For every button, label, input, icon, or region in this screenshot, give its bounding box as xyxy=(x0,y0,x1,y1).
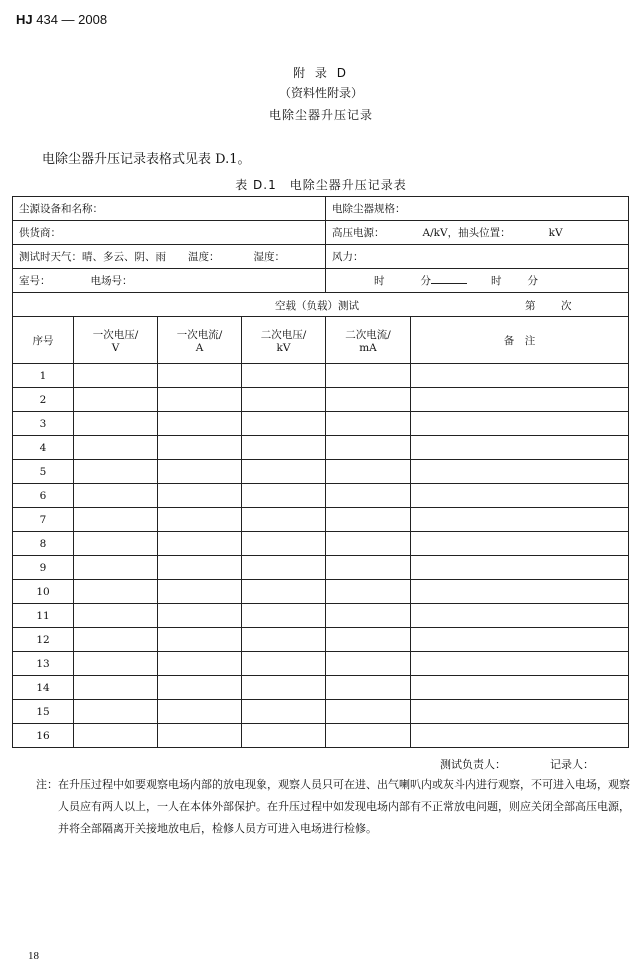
empty-cell xyxy=(158,436,242,460)
empty-cell xyxy=(242,388,326,412)
appendix-subtitle: （资料性附录） xyxy=(278,86,363,100)
empty-cell xyxy=(326,364,411,388)
empty-cell xyxy=(74,556,158,580)
a1-header-name: 一次电流/ xyxy=(176,328,223,341)
empty-cell xyxy=(411,604,629,628)
empty-cell xyxy=(411,436,629,460)
empty-cell xyxy=(158,460,242,484)
empty-cell xyxy=(411,628,629,652)
empty-cell xyxy=(326,652,411,676)
empty-cell xyxy=(158,412,242,436)
empty-cell xyxy=(411,484,629,508)
hv-source-label: 高压电源： xyxy=(332,227,385,239)
empty-cell xyxy=(411,412,629,436)
ci-label: 次 xyxy=(561,300,572,312)
empty-cell xyxy=(242,364,326,388)
empty-cell xyxy=(242,556,326,580)
weather-cell xyxy=(13,245,326,269)
test-type-label: 空载（负载）测试 xyxy=(275,300,359,312)
empty-cell xyxy=(242,604,326,628)
appendix-label: 附 录 D xyxy=(293,66,349,80)
empty-cell xyxy=(326,676,411,700)
empty-cell xyxy=(411,652,629,676)
table-row xyxy=(13,628,629,652)
page-number: 18 xyxy=(28,950,39,962)
empty-cell xyxy=(242,508,326,532)
empty-cell xyxy=(158,628,242,652)
table-row xyxy=(13,604,629,628)
empty-cell xyxy=(411,700,629,724)
empty-cell xyxy=(411,364,629,388)
empty-cell xyxy=(158,388,242,412)
humidity-label: 湿度： xyxy=(253,251,285,263)
a2-header xyxy=(326,317,411,364)
empty-cell xyxy=(326,412,411,436)
empty-cell xyxy=(242,700,326,724)
empty-cell xyxy=(326,436,411,460)
room-cell xyxy=(13,269,326,293)
empty-cell xyxy=(326,556,411,580)
empty-cell xyxy=(326,700,411,724)
supplier-cell: 供货商： xyxy=(13,221,326,245)
empty-cell xyxy=(74,436,158,460)
table-row xyxy=(13,508,629,532)
a1-header xyxy=(158,317,242,364)
table-row xyxy=(13,412,629,436)
footnote xyxy=(36,774,630,840)
empty-cell xyxy=(74,460,158,484)
table-row xyxy=(13,364,629,388)
table-row xyxy=(13,652,629,676)
hv-source-cell xyxy=(326,221,629,245)
hv-unit-label: A/kV，抽头位置： xyxy=(422,227,511,239)
hour1-label: 时 xyxy=(374,275,385,287)
empty-cell xyxy=(326,484,411,508)
table-row xyxy=(13,676,629,700)
footnote-label: 注： xyxy=(36,778,58,791)
table-row xyxy=(13,724,629,748)
table-row xyxy=(13,556,629,580)
v2-header-name: 二次电压/ xyxy=(260,328,307,341)
recorder-label: 记录人： xyxy=(550,758,594,771)
page-header xyxy=(16,12,107,27)
spec-cell: 电除尘器规格： xyxy=(326,197,629,221)
record-table xyxy=(12,196,629,748)
empty-cell xyxy=(326,508,411,532)
empty-cell xyxy=(242,412,326,436)
time-cell xyxy=(326,269,629,293)
info-row-equipment xyxy=(13,197,629,221)
row-number: 10 xyxy=(13,580,74,604)
v1-header-name: 一次电压/ xyxy=(92,328,139,341)
empty-cell xyxy=(242,724,326,748)
empty-cell xyxy=(242,676,326,700)
empty-cell xyxy=(158,508,242,532)
info-row-room xyxy=(13,269,629,293)
row-number: 9 xyxy=(13,556,74,580)
empty-cell xyxy=(158,724,242,748)
table-row xyxy=(13,580,629,604)
empty-cell xyxy=(74,652,158,676)
a2-header-name: 二次电流/ xyxy=(345,328,391,341)
empty-cell xyxy=(74,628,158,652)
table-row xyxy=(13,700,629,724)
empty-cell xyxy=(74,724,158,748)
table-row xyxy=(13,388,629,412)
remarks-header: 备 注 xyxy=(411,317,629,364)
empty-cell xyxy=(74,604,158,628)
empty-cell xyxy=(74,412,158,436)
empty-cell xyxy=(158,580,242,604)
equipment-cell: 尘源设备和名称： xyxy=(13,197,326,221)
wind-cell: 风力： xyxy=(326,245,629,269)
table-row xyxy=(13,460,629,484)
empty-cell xyxy=(158,556,242,580)
empty-cell xyxy=(411,676,629,700)
empty-cell xyxy=(411,532,629,556)
room-label: 室号： xyxy=(19,275,51,287)
footnote-text: 在升压过程中如要观察电场内部的放电现象，观察人员只可在进、出气喇叭内或灰斗内进行观察，不可进入电场，观察人员应有两人以上，一人在本体外部保护。在升压过程中如发现电场内部有不正常放电问题，则应关闭全部高压电源，并将全部隔离开关接地放电后，检修人员方可进入电场进行检修。 xyxy=(58,778,630,835)
row-number: 4 xyxy=(13,436,74,460)
row-number: 14 xyxy=(13,676,74,700)
empty-cell xyxy=(74,532,158,556)
empty-cell xyxy=(74,700,158,724)
field-label: 电场号： xyxy=(90,275,133,287)
empty-cell xyxy=(242,436,326,460)
empty-cell xyxy=(158,652,242,676)
data-rows xyxy=(13,364,629,748)
time-underline xyxy=(431,273,467,284)
empty-cell xyxy=(242,580,326,604)
row-number: 7 xyxy=(13,508,74,532)
v2-header xyxy=(242,317,326,364)
minute2-label: 分 xyxy=(527,275,538,287)
di-label: 第 xyxy=(525,300,536,312)
standard-number: 434 — 2008 xyxy=(36,12,108,27)
empty-cell xyxy=(158,532,242,556)
row-number: 15 xyxy=(13,700,74,724)
v1-header-unit: V xyxy=(111,341,120,354)
temperature-label: 温度： xyxy=(188,251,220,263)
empty-cell xyxy=(74,580,158,604)
a1-header-unit: A xyxy=(195,341,204,354)
table-caption: 表 D.1 电除尘器升压记录表 xyxy=(235,178,407,192)
seq-header: 序号 xyxy=(13,317,74,364)
row-number: 16 xyxy=(13,724,74,748)
empty-cell xyxy=(411,508,629,532)
empty-cell xyxy=(242,652,326,676)
empty-cell xyxy=(411,556,629,580)
test-row xyxy=(13,293,629,317)
empty-cell xyxy=(411,724,629,748)
empty-cell xyxy=(74,364,158,388)
hour2-label: 时 xyxy=(491,275,502,287)
row-number: 8 xyxy=(13,532,74,556)
empty-cell xyxy=(326,460,411,484)
empty-cell xyxy=(158,364,242,388)
empty-cell xyxy=(411,388,629,412)
appendix-title: 电除尘器升压记录 xyxy=(268,108,373,122)
info-row-weather xyxy=(13,245,629,269)
row-number: 1 xyxy=(13,364,74,388)
empty-cell xyxy=(74,676,158,700)
row-number: 5 xyxy=(13,460,74,484)
minute1-label: 分 xyxy=(420,275,431,287)
a2-header-unit: mA xyxy=(359,341,377,354)
empty-cell xyxy=(158,676,242,700)
empty-cell xyxy=(242,532,326,556)
weather-label: 测试时天气：晴、多云、阴、雨 xyxy=(19,251,166,263)
row-number: 2 xyxy=(13,388,74,412)
signature-line xyxy=(440,756,594,772)
row-number: 3 xyxy=(13,412,74,436)
empty-cell xyxy=(242,628,326,652)
row-number: 6 xyxy=(13,484,74,508)
empty-cell xyxy=(411,460,629,484)
table-row xyxy=(13,532,629,556)
row-number: 12 xyxy=(13,628,74,652)
row-number: 13 xyxy=(13,652,74,676)
empty-cell xyxy=(326,532,411,556)
v1-header xyxy=(74,317,158,364)
empty-cell xyxy=(326,580,411,604)
empty-cell xyxy=(326,628,411,652)
empty-cell xyxy=(158,484,242,508)
table-row xyxy=(13,484,629,508)
empty-cell xyxy=(74,484,158,508)
column-header-row xyxy=(13,317,629,364)
info-row-supplier xyxy=(13,221,629,245)
v2-header-unit: kV xyxy=(276,341,291,354)
table-row xyxy=(13,436,629,460)
empty-cell xyxy=(326,604,411,628)
kv-label: kV xyxy=(548,227,563,239)
empty-cell xyxy=(158,604,242,628)
empty-cell xyxy=(411,580,629,604)
empty-cell xyxy=(326,724,411,748)
standard-code: HJ xyxy=(16,12,33,27)
empty-cell xyxy=(74,388,158,412)
tester-label: 测试负责人： xyxy=(440,758,506,771)
empty-cell xyxy=(326,388,411,412)
test-cell xyxy=(13,293,629,317)
empty-cell xyxy=(158,700,242,724)
row-number: 11 xyxy=(13,604,74,628)
empty-cell xyxy=(242,460,326,484)
intro-text: 电除尘器升压记录表格式见表 D.1。 xyxy=(42,152,251,167)
empty-cell xyxy=(242,484,326,508)
empty-cell xyxy=(74,508,158,532)
